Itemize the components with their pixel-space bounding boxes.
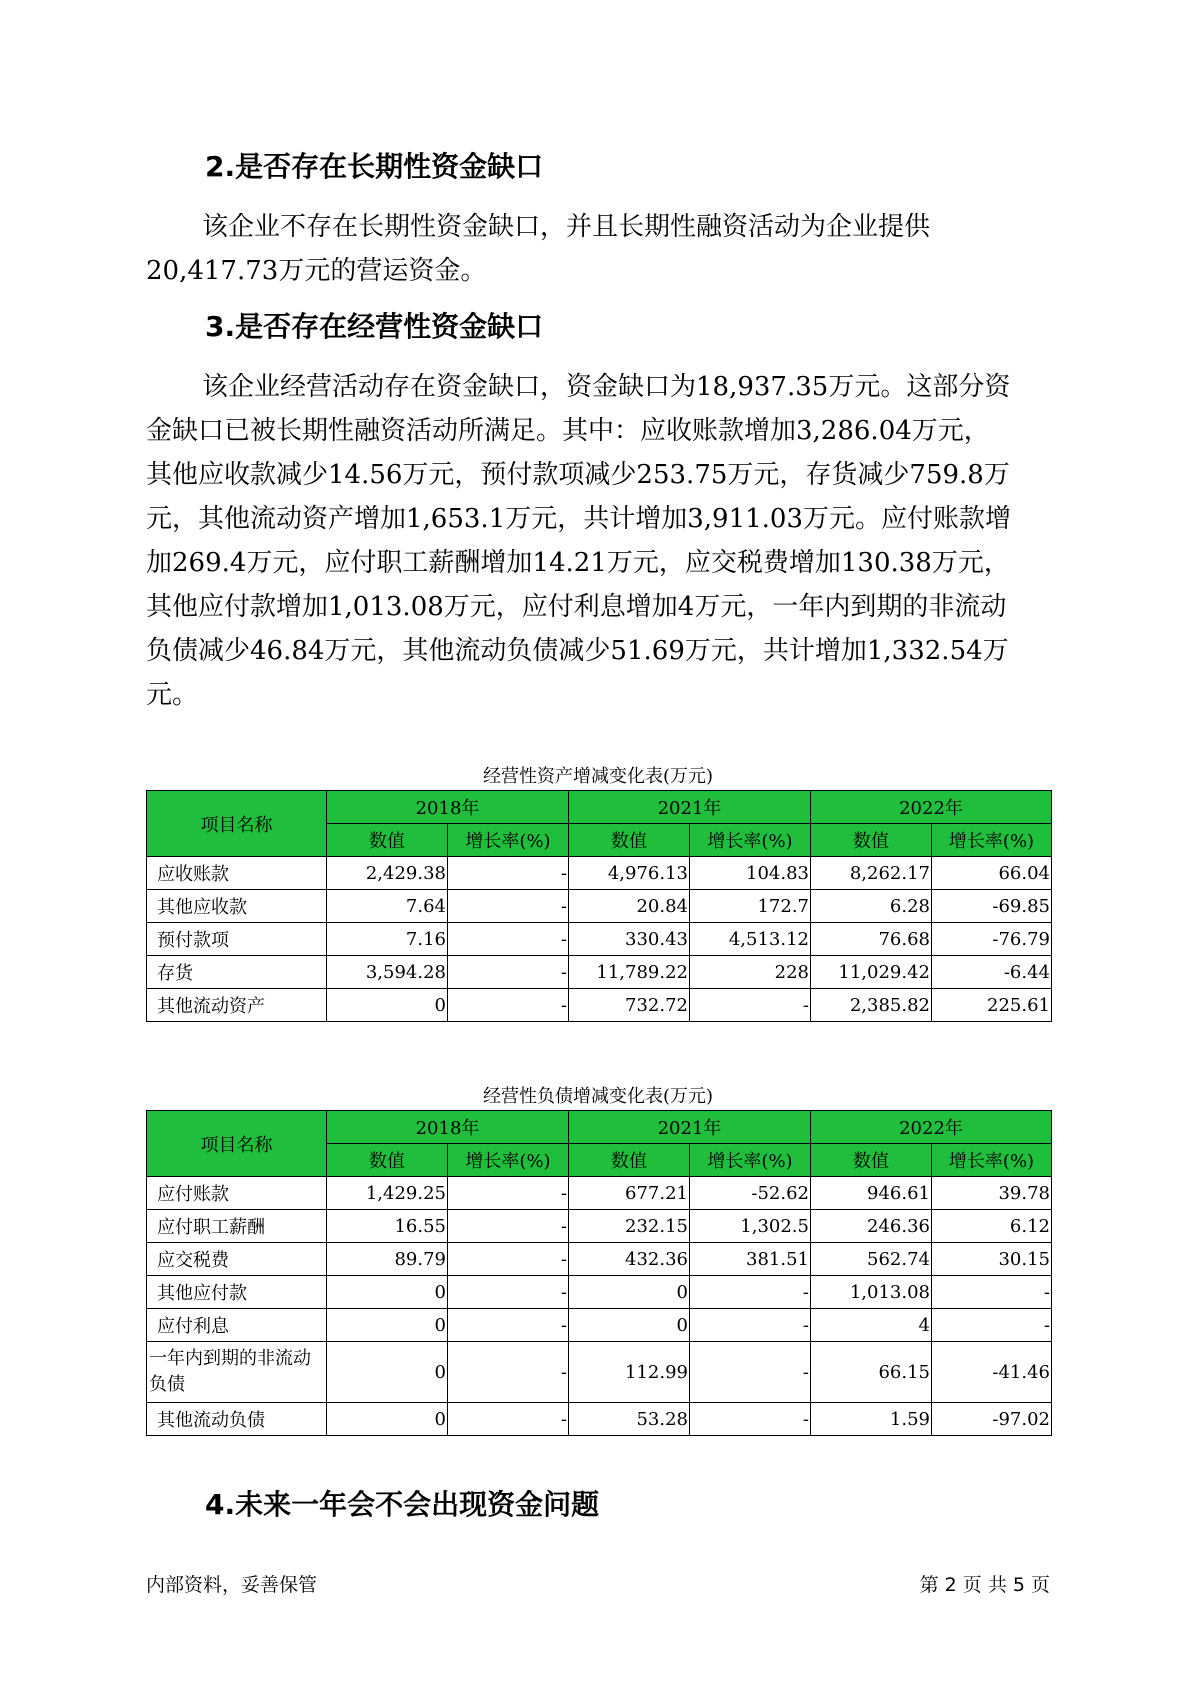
cell-value: 20.84	[569, 890, 690, 923]
row-item-name: 其他流动负债	[147, 1403, 327, 1436]
cell-growth-rate: -69.85	[932, 890, 1052, 923]
cell-growth-rate: -	[448, 989, 569, 1022]
table-row	[147, 1276, 1052, 1309]
cell-growth-rate: 381.51	[690, 1243, 811, 1276]
cell-growth-rate: -	[448, 1243, 569, 1276]
header-rate: 增长率(%)	[690, 1144, 811, 1177]
row-item-name: 应付利息	[147, 1309, 327, 1342]
cell-value: 0	[327, 1403, 448, 1436]
section-heading-operating-gap: 3.是否存在经营性资金缺口	[205, 310, 544, 343]
cell-value: 2,429.38	[327, 857, 448, 890]
row-item-name: 存货	[147, 956, 327, 989]
cell-growth-rate: -	[448, 1403, 569, 1436]
cell-value: 89.79	[327, 1243, 448, 1276]
cell-growth-rate: -	[690, 1309, 811, 1342]
liabilities-change-table	[146, 1110, 1052, 1436]
cell-value: 0	[327, 989, 448, 1022]
cell-growth-rate: 225.61	[932, 989, 1052, 1022]
paragraph-line: 元。	[146, 680, 199, 710]
cell-growth-rate: -	[448, 923, 569, 956]
header-year-2022: 2022年	[811, 791, 1052, 824]
row-item-name: 应付职工薪酬	[147, 1210, 327, 1243]
section-heading-next-year: 4.未来一年会不会出现资金问题	[205, 1488, 600, 1521]
paragraph-line: 负债减少46.84万元，其他流动负债减少51.69万元，共计增加1,332.54万	[146, 636, 1009, 666]
cell-value: 16.55	[327, 1210, 448, 1243]
cell-growth-rate: -	[448, 1210, 569, 1243]
cell-growth-rate: 228	[690, 956, 811, 989]
paragraph-line: 该企业不存在长期性资金缺口，并且长期性融资活动为企业提供	[202, 212, 931, 242]
paragraph-long-term-gap	[146, 205, 1066, 293]
header-year-2021: 2021年	[569, 791, 811, 824]
cell-value: 0	[569, 1276, 690, 1309]
cell-growth-rate: -	[690, 1342, 811, 1403]
cell-growth-rate: -	[448, 1177, 569, 1210]
cell-value: 562.74	[811, 1243, 932, 1276]
header-value: 数值	[811, 1144, 932, 1177]
header-rate: 增长率(%)	[448, 1144, 569, 1177]
table-caption-assets: 经营性资产增减变化表(万元)	[482, 766, 714, 787]
cell-growth-rate: -	[448, 956, 569, 989]
cell-growth-rate: 1,302.5	[690, 1210, 811, 1243]
cell-value: 11,789.22	[569, 956, 690, 989]
table-row	[147, 857, 1052, 890]
header-value: 数值	[327, 1144, 448, 1177]
footer-confidential-note: 内部资料，妥善保管	[146, 1574, 318, 1596]
paragraph-line: 加269.4万元，应付职工薪酬增加14.21万元，应交税费增加130.38万元，	[146, 548, 1010, 578]
cell-value: 677.21	[569, 1177, 690, 1210]
cell-growth-rate: 66.04	[932, 857, 1052, 890]
assets-table-body	[147, 857, 1052, 1022]
paragraph-line: 其他应收款减少14.56万元，预付款项减少253.75万元，存货减少759.8万	[146, 460, 1010, 490]
cell-growth-rate: 172.7	[690, 890, 811, 923]
cell-value: 4,976.13	[569, 857, 690, 890]
cell-value: 0	[327, 1309, 448, 1342]
paragraph-line: 元，其他流动资产增加1,653.1万元，共计增加3,911.03万元。应付账款增	[146, 504, 1012, 534]
cell-growth-rate: -	[448, 1309, 569, 1342]
cell-value: 330.43	[569, 923, 690, 956]
cell-value: 1,429.25	[327, 1177, 448, 1210]
paragraph-line: 其他应付款增加1,013.08万元，应付利息增加4万元，一年内到期的非流动	[146, 592, 1007, 622]
paragraph-line: 20,417.73万元的营运资金。	[146, 256, 487, 286]
assets-change-table	[146, 790, 1052, 1022]
cell-growth-rate: -	[932, 1276, 1052, 1309]
table-row	[147, 1309, 1052, 1342]
header-value: 数值	[569, 1144, 690, 1177]
cell-value: 7.16	[327, 923, 448, 956]
header-item-name: 项目名称	[147, 1111, 327, 1177]
cell-value: 732.72	[569, 989, 690, 1022]
cell-growth-rate: 30.15	[932, 1243, 1052, 1276]
paragraph-line: 该企业经营活动存在资金缺口，资金缺口为18,937.35万元。这部分资	[202, 372, 1011, 402]
row-item-name: 其他流动资产	[147, 989, 327, 1022]
liabilities-table-body	[147, 1177, 1052, 1436]
table-row	[147, 890, 1052, 923]
cell-value: 1,013.08	[811, 1276, 932, 1309]
paragraph-operating-gap	[146, 365, 1066, 717]
cell-growth-rate: 104.83	[690, 857, 811, 890]
cell-growth-rate: 39.78	[932, 1177, 1052, 1210]
cell-growth-rate: -	[690, 1276, 811, 1309]
header-rate: 增长率(%)	[932, 1144, 1052, 1177]
cell-growth-rate: -	[690, 989, 811, 1022]
row-item-name: 应付账款	[147, 1177, 327, 1210]
footer-page-number: 第 2 页 共 5 页	[919, 1574, 1050, 1596]
cell-value: 66.15	[811, 1342, 932, 1403]
cell-growth-rate: -	[448, 1342, 569, 1403]
cell-value: 53.28	[569, 1403, 690, 1436]
cell-value: 3,594.28	[327, 956, 448, 989]
header-year-2018: 2018年	[327, 791, 569, 824]
cell-value: 76.68	[811, 923, 932, 956]
row-item-name: 预付款项	[147, 923, 327, 956]
cell-value: 11,029.42	[811, 956, 932, 989]
cell-growth-rate: -52.62	[690, 1177, 811, 1210]
cell-growth-rate: -76.79	[932, 923, 1052, 956]
cell-growth-rate: 6.12	[932, 1210, 1052, 1243]
row-item-name: 应交税费	[147, 1243, 327, 1276]
section-heading-long-term-gap: 2.是否存在长期性资金缺口	[205, 150, 544, 183]
cell-growth-rate: -	[448, 1276, 569, 1309]
header-year-2021: 2021年	[569, 1111, 811, 1144]
cell-growth-rate: -6.44	[932, 956, 1052, 989]
cell-value: 946.61	[811, 1177, 932, 1210]
cell-growth-rate: -41.46	[932, 1342, 1052, 1403]
table-row	[147, 956, 1052, 989]
cell-value: 8,262.17	[811, 857, 932, 890]
table-row	[147, 1177, 1052, 1210]
table-row	[147, 1342, 1052, 1403]
cell-growth-rate: -	[448, 890, 569, 923]
cell-growth-rate: -	[690, 1403, 811, 1436]
header-value: 数值	[811, 824, 932, 857]
cell-value: 0	[327, 1342, 448, 1403]
row-item-name: 其他应收款	[147, 890, 327, 923]
cell-value: 112.99	[569, 1342, 690, 1403]
table-row	[147, 1210, 1052, 1243]
header-value: 数值	[327, 824, 448, 857]
cell-growth-rate: -	[932, 1309, 1052, 1342]
header-item-name: 项目名称	[147, 791, 327, 857]
header-rate: 增长率(%)	[690, 824, 811, 857]
cell-value: 6.28	[811, 890, 932, 923]
cell-value: 7.64	[327, 890, 448, 923]
cell-value: 0	[569, 1309, 690, 1342]
header-year-2018: 2018年	[327, 1111, 569, 1144]
cell-value: 1.59	[811, 1403, 932, 1436]
cell-value: 2,385.82	[811, 989, 932, 1022]
header-value: 数值	[569, 824, 690, 857]
cell-value: 0	[327, 1276, 448, 1309]
row-item-name: 其他应付款	[147, 1276, 327, 1309]
cell-value: 246.36	[811, 1210, 932, 1243]
paragraph-line: 金缺口已被长期性融资活动所满足。其中：应收账款增加3,286.04万元，	[146, 416, 990, 446]
header-rate: 增长率(%)	[448, 824, 569, 857]
header-rate: 增长率(%)	[932, 824, 1052, 857]
cell-value: 232.15	[569, 1210, 690, 1243]
row-item-name: 应收账款	[147, 857, 327, 890]
table-row	[147, 1243, 1052, 1276]
cell-value: 4	[811, 1309, 932, 1342]
cell-value: 432.36	[569, 1243, 690, 1276]
cell-growth-rate: -	[448, 857, 569, 890]
table-row	[147, 989, 1052, 1022]
table-caption-liabilities: 经营性负债增减变化表(万元)	[482, 1086, 714, 1107]
table-row	[147, 923, 1052, 956]
cell-growth-rate: 4,513.12	[690, 923, 811, 956]
table-row	[147, 1403, 1052, 1436]
row-item-name: 一年内到期的非流动负债	[147, 1342, 327, 1403]
cell-growth-rate: -97.02	[932, 1403, 1052, 1436]
header-year-2022: 2022年	[811, 1111, 1052, 1144]
